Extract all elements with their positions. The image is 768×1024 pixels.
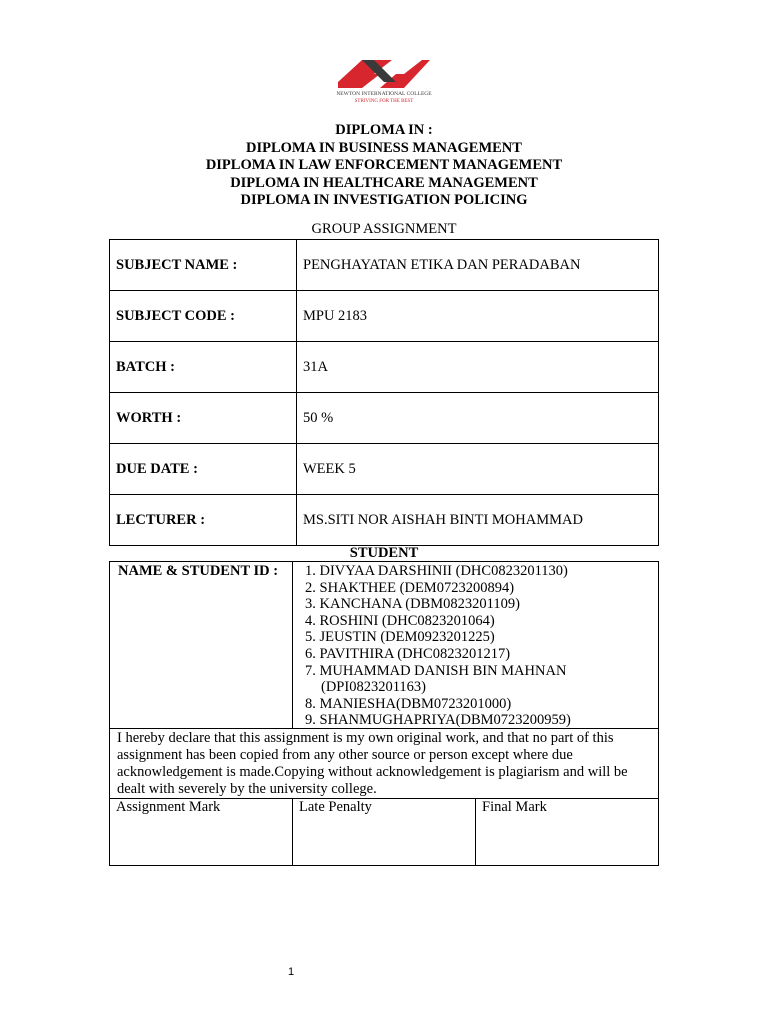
table-row [110,444,659,495]
subject-name-label: SUBJECT NAME : [110,240,297,291]
heading-line: DIPLOMA IN : [335,122,433,138]
table-row [110,495,659,546]
column-divider [292,562,293,728]
list-item: 5. JEUSTIN (DEM0923201225) [305,629,495,646]
lecturer-value: MS.SITI NOR AISHAH BINTI MOHAMMAD [297,495,659,546]
declaration-text: I hereby declare that this assignment is my own original work, and that no part of this assignment has been copied from any other source or person except where due acknowledgement is made.Copying without acknowledgement is plagiarism and will be dealt with severely by the university college. [109,729,659,799]
diploma-heading [0,122,768,210]
list-item: 3. KANCHANA (DBM0823201109) [305,596,520,613]
worth-label: WORTH : [110,393,297,444]
list-item: 9. SHANMUGHAPRIYA(DBM0723200959) [305,712,571,729]
table-row [110,291,659,342]
table-row [110,799,659,866]
group-assignment-label: GROUP ASSIGNMENT [311,221,457,237]
name-student-id-label: NAME & STUDENT ID : [118,563,279,579]
college-logo [300,54,468,106]
student-list [305,563,571,729]
table-row [110,393,659,444]
subject-name-value: PENGHAYATAN ETIKA DAN PERADABAN [297,240,659,291]
batch-label: BATCH : [110,342,297,393]
heading-line: DIPLOMA IN HEALTHCARE MANAGEMENT [230,174,538,191]
heading-line: DIPLOMA IN INVESTIGATION POLICING [240,192,528,208]
list-item-continuation-text: (DPI0823201163) [321,679,426,696]
student-section-label: STUDENT [349,545,419,561]
final-mark-cell: Final Mark [476,799,659,866]
late-penalty-cell: Late Penalty [293,799,476,866]
assignment-info-table [109,239,659,546]
list-item-continuation [305,679,571,696]
student-list-box [109,561,659,729]
list-item: 2. SHAKTHEE (DEM0723200894) [305,579,515,596]
subject-code-label: SUBJECT CODE : [110,291,297,342]
list-item: 4. ROSHINI (DHC0823201064) [305,612,495,629]
worth-value: 50 % [297,393,659,444]
logo-tagline: STRIVING FOR THE BEST [354,99,414,104]
subject-code-value: MPU 2183 [297,291,659,342]
heading-line: DIPLOMA IN BUSINESS MANAGEMENT [246,139,522,156]
list-item: 1. DIVYAA DARSHINII (DHC0823201130) [305,563,568,579]
table-row [110,240,659,291]
due-date-label: DUE DATE : [110,444,297,495]
marks-table [109,798,659,866]
table-row [110,342,659,393]
assignment-mark-cell: Assignment Mark [110,799,293,866]
logo-college-name: NEWTON INTERNATIONAL COLLEGE [336,91,432,97]
heading-line: DIPLOMA IN LAW ENFORCEMENT MANAGEMENT [205,157,563,173]
list-item: 6. PAVITHIRA (DHC0823201217) [305,645,511,662]
due-date-value: WEEK 5 [297,444,659,495]
page-number: 1 [288,966,295,978]
list-item: 7. MUHAMMAD DANISH BIN MAHNAN [305,662,567,679]
lecturer-label: LECTURER : [110,495,297,546]
list-item: 8. MANIESHA(DBM0723201000) [305,695,512,712]
batch-value: 31A [297,342,659,393]
